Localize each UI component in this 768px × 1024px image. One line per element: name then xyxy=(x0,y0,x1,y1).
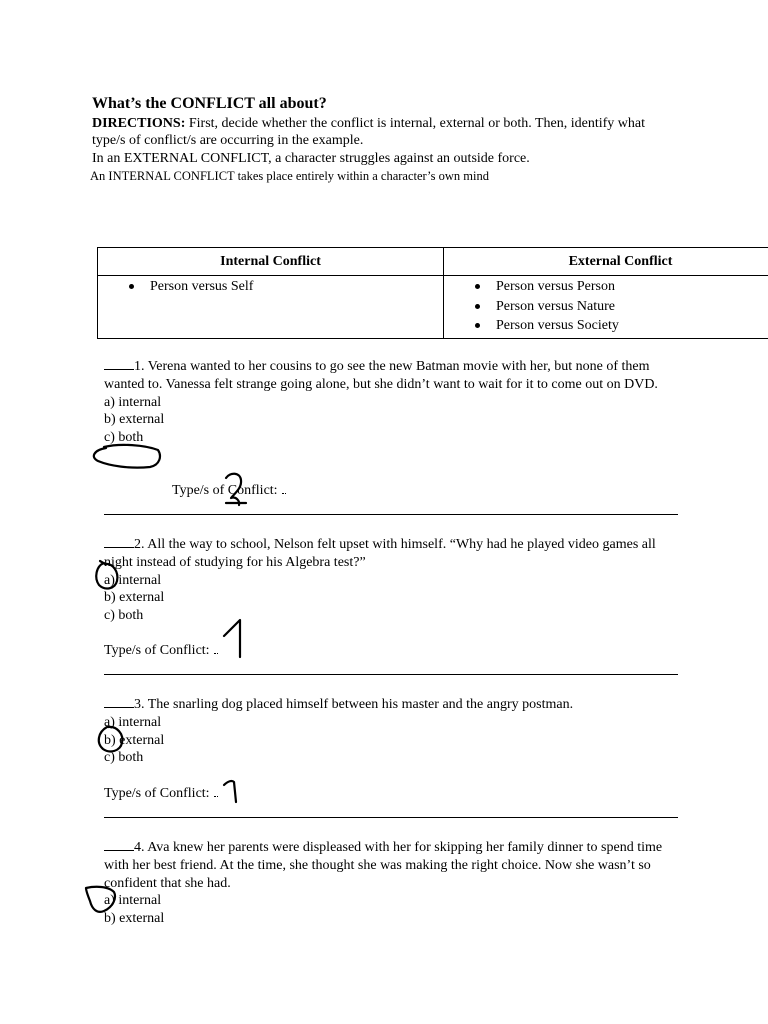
header-external-conflict: External Conflict xyxy=(444,248,768,276)
question-number: 1. xyxy=(134,359,145,374)
list-item: Person versus Society xyxy=(496,316,768,336)
directions-label: DIRECTIONS: xyxy=(92,116,186,131)
question-text: All the way to school, Nelson felt upset with himself. “Why had he played video games all night instead of studying for his Algebra test?” xyxy=(104,537,656,570)
option-b[interactable]: b) external xyxy=(104,732,165,748)
option-c[interactable]: c) both xyxy=(104,608,144,624)
option-b[interactable]: b) external xyxy=(104,412,165,428)
question-text: The snarling dog placed himself between his master and the angry postman. xyxy=(144,697,574,712)
option-c[interactable]: c) both xyxy=(104,750,144,766)
internal-conflict-definition: An INTERNAL CONFLICT takes place entirely within a character’s own mind xyxy=(90,169,489,183)
list-item: Person versus Self xyxy=(150,277,443,297)
circle-mark-q2-internal xyxy=(96,561,117,588)
question-text: Verena wanted to her cousins to go see the new Batman movie with her, but none of them wanted to. Vanessa felt strange going alone, but she didn’t want to wait for it to come out on DVD. xyxy=(104,359,658,392)
option-a[interactable]: a) internal xyxy=(104,572,162,588)
option-b[interactable]: b) external xyxy=(104,911,165,927)
directions-text: First, decide whether the conflict is internal, external or both. Then, identify what type/s of conflict/s are occurring in the example. xyxy=(92,116,646,148)
option-b[interactable]: b) external xyxy=(104,590,165,606)
type-of-conflict-label: Type/s of Conflict: xyxy=(104,643,210,658)
question-number: 3. xyxy=(134,697,145,712)
worksheet-title: What’s the CONFLICT all about? xyxy=(92,95,327,112)
type-of-conflict-label: Type/s of Conflict: xyxy=(172,483,278,498)
circle-mark-q3-external xyxy=(99,727,123,752)
list-item: Person versus Person xyxy=(496,277,768,297)
option-a[interactable]: a) internal xyxy=(104,714,162,730)
circle-mark-q4-internal xyxy=(86,887,115,912)
option-a[interactable]: a) internal xyxy=(104,893,162,909)
list-item: Person versus Nature xyxy=(496,297,768,317)
header-internal-conflict: Internal Conflict xyxy=(98,248,444,276)
option-c[interactable]: c) both xyxy=(104,430,144,446)
question-number: 4. xyxy=(134,840,145,855)
handwritten-number-1-q2 xyxy=(224,620,240,657)
question-number: 2. xyxy=(134,537,145,552)
external-conflict-definition: In an EXTERNAL CONFLICT, a character struggles against an outside force. xyxy=(92,151,530,166)
handwritten-number-2-q1 xyxy=(226,474,246,505)
question-text: Ava knew her parents were displeased with her for skipping her family dinner to spend time with her best friend. At the time, she thought she was making the right choice. Now she wasn’t so confident that she had. xyxy=(104,840,663,891)
handwritten-number-1-q3 xyxy=(224,781,236,802)
option-a[interactable]: a) internal xyxy=(104,394,162,410)
circle-mark-q1-both xyxy=(94,445,160,468)
type-of-conflict-label: Type/s of Conflict: xyxy=(104,786,210,801)
